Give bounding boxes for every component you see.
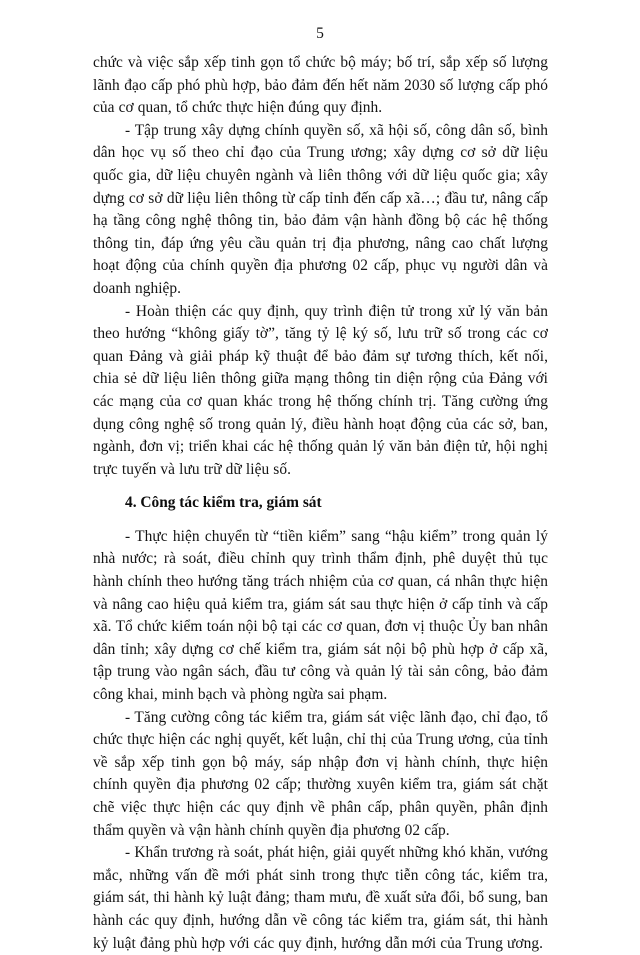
body-paragraph: - Thực hiện chuyển từ “tiền kiểm” sang “hậu kiểm” trong quản lý nhà nước; rà soát, điều chỉnh quy trình thẩm định, phê duyệt thủ tục hành chính theo hướng tăng trách nhiệm của cơ quan, cá nhân thực hiện và nâng cao hiệu quả kiểm tra, giám sát sau thực hiện ở cấp tỉnh và cấp xã. Tổ chức kiểm toán nội bộ tại các cơ quan, đơn vị thuộc Ủy ban nhân dân tỉnh; xây dựng cơ chế kiểm tra, giám sát nội bộ phù hợp ở cấp xã, tập trung vào ngân sách, đầu tư công và quản lý tài sản công, bảo đảm công khai, minh bạch và phòng ngừa sai phạm. bbox=[93, 527, 548, 704]
body-paragraph: chức và việc sắp xếp tinh gọn tổ chức bộ máy; bố trí, sắp xếp số lượng lãnh đạo cấp phó phù hợp, bảo đảm đến hết năm 2030 số lượng cấp phó của cơ quan, tổ chức thực hiện đúng quy định. bbox=[93, 54, 548, 117]
body-paragraph: - Tăng cường công tác kiểm tra, giám sát việc lãnh đạo, chỉ đạo, tổ chức thực hiện các nghị quyết, kết luận, chỉ thị của Trung ương, của tỉnh về sắp xếp tinh gọn bộ máy, sáp nhập đơn vị hành chính, thực hiện chính quyền địa phương 02 cấp; thường xuyên kiểm tra, giám sát chặt chẽ việc thực hiện các quy định về phân cấp, phân quyền, phân định thẩm quyền và vận hành chính quyền địa phương 02 cấp. bbox=[93, 708, 548, 839]
body-paragraph: - Hoàn thiện các quy định, quy trình điện tử trong xử lý văn bản theo hướng “không giấy tờ”, tăng tỷ lệ ký số, lưu trữ số trong các cơ quan Đảng và giải pháp kỹ thuật để bảo đảm sự tương thích, kết nối, chia sẻ dữ liệu liên thông giữa mạng thông tin diện rộng của Đảng với các mạng của cơ quan khác trong hệ thống chính trị. Tăng cường ứng dụng công nghệ số trong quản lý, điều hành hoạt động của các sở, ban, ngành, đơn vị; triển khai các hệ thống quản lý văn bản điện tử, hội nghị trực tuyến và lưu trữ dữ liệu số. bbox=[93, 302, 548, 478]
page-number: 5 bbox=[316, 25, 324, 42]
section-heading-4: 4. Công tác kiểm tra, giám sát bbox=[125, 494, 322, 512]
body-paragraph: - Tập trung xây dựng chính quyền số, xã hội số, công dân số, bình dân học vụ số theo chỉ đạo của Trung ương; xây dựng cơ sở dữ liệu quốc gia, dữ liệu chuyên ngành và liên thông với dữ liệu quốc gia; xây dựng cơ sở dữ liệu liên thông từ cấp tỉnh đến cấp xã…; đầu tư, nâng cấp hạ tầng công nghệ thông tin, bảo đảm vận hành đồng bộ các hệ thống thông tin, đáp ứng yêu cầu quản trị địa phương, nâng cao chất lượng hoạt động của chính quyền địa phương 02 cấp, phục vụ người dân và doanh nghiệp. bbox=[93, 121, 548, 297]
body-paragraph: - Khẩn trương rà soát, phát hiện, giải quyết những khó khăn, vướng mắc, những vấn đề mới phát sinh trong thực tiễn công tác, kiểm tra, giám sát, thi hành kỷ luật đảng; tham mưu, đề xuất sửa đổi, bổ sung, ban hành các quy định, hướng dẫn về công tác kiểm tra, giám sát, thi hành kỷ luật đảng phù hợp với các quy định, hướng dẫn mới của Trung ương. bbox=[93, 844, 548, 952]
document-body bbox=[93, 52, 548, 955]
